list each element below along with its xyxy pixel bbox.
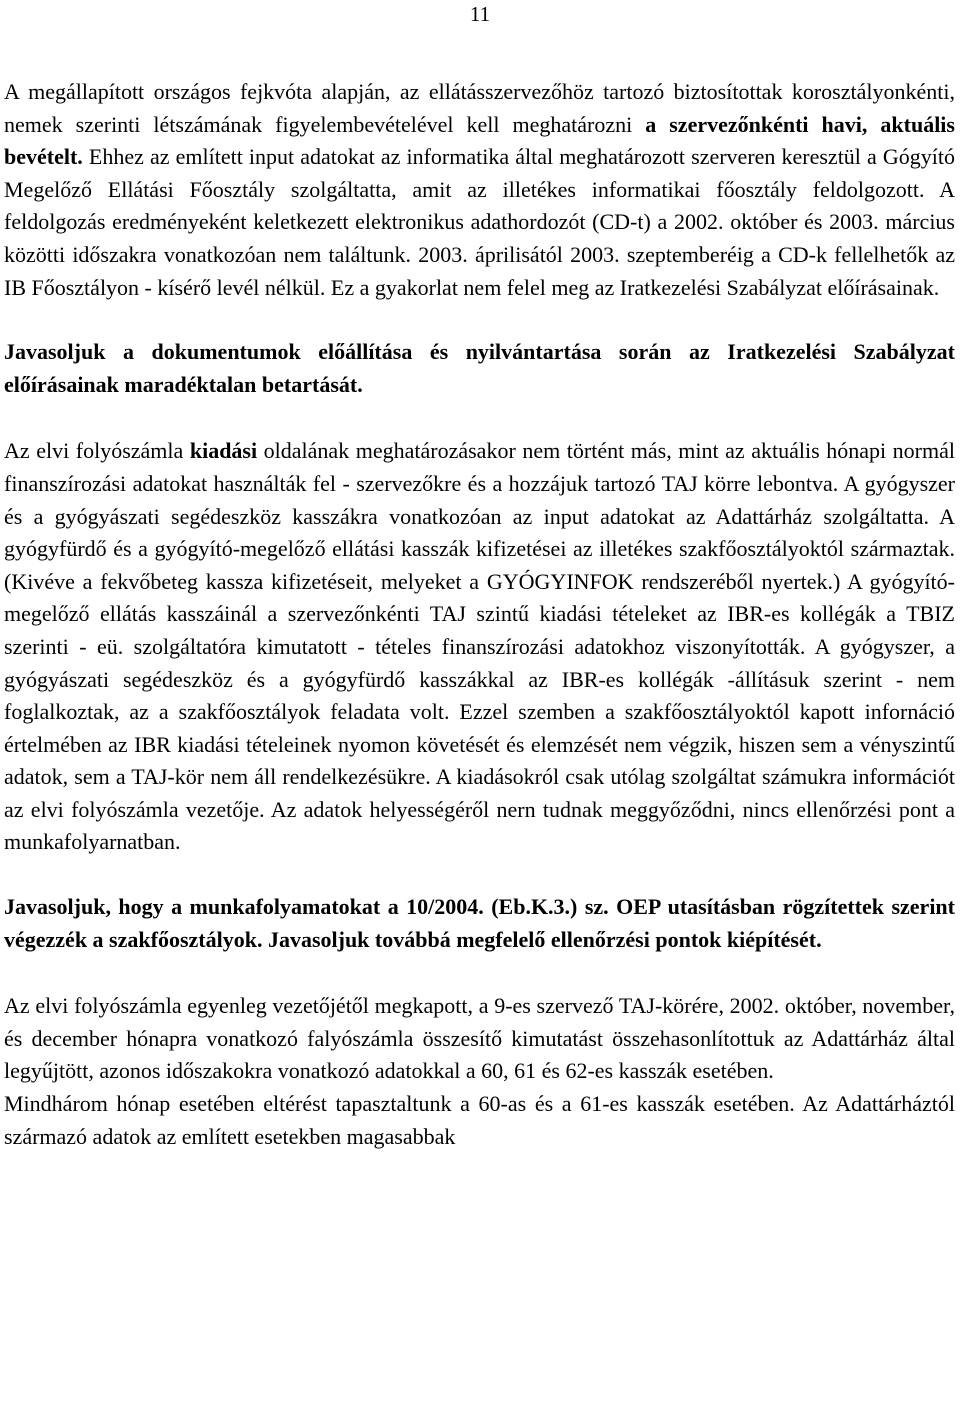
paragraph-text: A megállapított országos fejkvóta alapján, az ellátásszervezőhöz tartozó biztosítottak korosztályonkénti, nemek szerinti létszámának figyelembevételével kell meghatározni [4, 79, 955, 137]
paragraph-fejkvota [4, 76, 955, 304]
document-body [4, 76, 955, 1153]
paragraph-egyenleg: Az elvi folyószámla egyenleg vezetőjétől megkapott, a 9-es szervező TAJ-körére, 2002. október, november, és december hónapra vonatkozó falyószámla összesítő kimutatást összehasonlítottuk az Adattárház által legyűjtött, azonos időszakokra vonatkozó adatokkal a 60, 61 és 62-es kasszák esetében. [4, 993, 955, 1084]
paragraph-elteres: Mindhárom hónap esetében eltérést tapasztaltunk a 60-as és a 61-es kasszák esetében. Az Adattárháztól származó adatok az említett esetekben magasabbak [4, 1091, 955, 1149]
recommendation-iratkezeles: Javasoljuk a dokumentumok előállítása és nyilvántartása során az Iratkezelési Szabályzat előírásainak maradéktalan betartását. [4, 339, 955, 397]
page-number: 11 [469, 2, 491, 26]
paragraph-text: oldalának meghatározásakor nem történt más, mint az aktuális hónapi normál finanszírozási adatokat használták fel - szervezőkre és a hozzájuk tartozó TAJ körre lebontva. A gyógyszer és a gyógyászati segédeszköz kasszákra vonatkozóan az input adatokat az Adattárház szolgáltatta. A gyógyfürdő és a gyógyító-megelőző ellátási kasszák kifizetései az illetékes szakfőosztályoktól származtak. (Kivéve a fekvőbeteg kassza kifizetéseit, melyeket a GYÓGYINFOK rendszeréből nyertek.) A gyógyító-megelőző ellátás kasszáinál a szervezőnkénti TAJ szintű kiadási tételeket az IBR-es kollégák a TBIZ szerinti - eü. szolgáltatóra kimutatott - tételes finanszírozási adatokhoz viszonyították. A gyógyszer, a gyógyászati segédeszköz és a gyógyfürdő kasszákkal az IBR-es kollégák -állításuk szerint - nem foglalkoztak, az a szakfőosztályok feladata volt. Ezzel szemben a szakfőosztályoktól kapott infornáció értelmében az IBR kiadási tételeinek nyomon követését és elemzését nem végzik, hiszen sem a vényszintű adatok, sem a TAJ-kör nem áll rendelkezésükre. A kiadásokról csak utólag szolgáltat számukra információt az elvi folyószámla vezetője. Az adatok helyességéről nern tudnak meggyőződni, nincs ellenőrzési pont a munkafolyarnatban. [4, 438, 955, 855]
recommendation-munkafolyamatok: Javasoljuk, hogy a munkafolyamatokat a 10/2004. (Eb.K.3.) sz. OEP utasításban rögzítettek szerint végezzék a szakfőosztályok. Javasoljuk továbbá megfelelő ellenőrzési pontok kiépítését. [4, 894, 955, 952]
paragraph-text: Az elvi folyószámla [4, 438, 190, 464]
bold-phrase: a szervezőnkénti havi, aktuális bevételt. [4, 111, 955, 170]
bold-phrase: kiadási [189, 438, 258, 464]
paragraph-kiadasi-oldal [4, 435, 955, 859]
paragraph-text: Ehhez az említett input adatokat az informatika által meghatározott szerveren keresztül a Gógyító Megelőző Ellátási Főosztály szolgáltatta, amit az illetékes informatikai főosztály feldolgozott. A feldolgozás eredményeként keletkezett elektronikus adathordozót (CD-t) a 2002. október és 2003. március közötti időszakra vonatkozóan nem találtunk. 2003. áprilisától 2003. szeptemberéig a CD-k fellelhetők az IB Főosztályon - kísérő levél nélkül. Ez a gyakorlat nem felel meg az Iratkezelési Szabályzat előírásainak. [4, 144, 955, 300]
